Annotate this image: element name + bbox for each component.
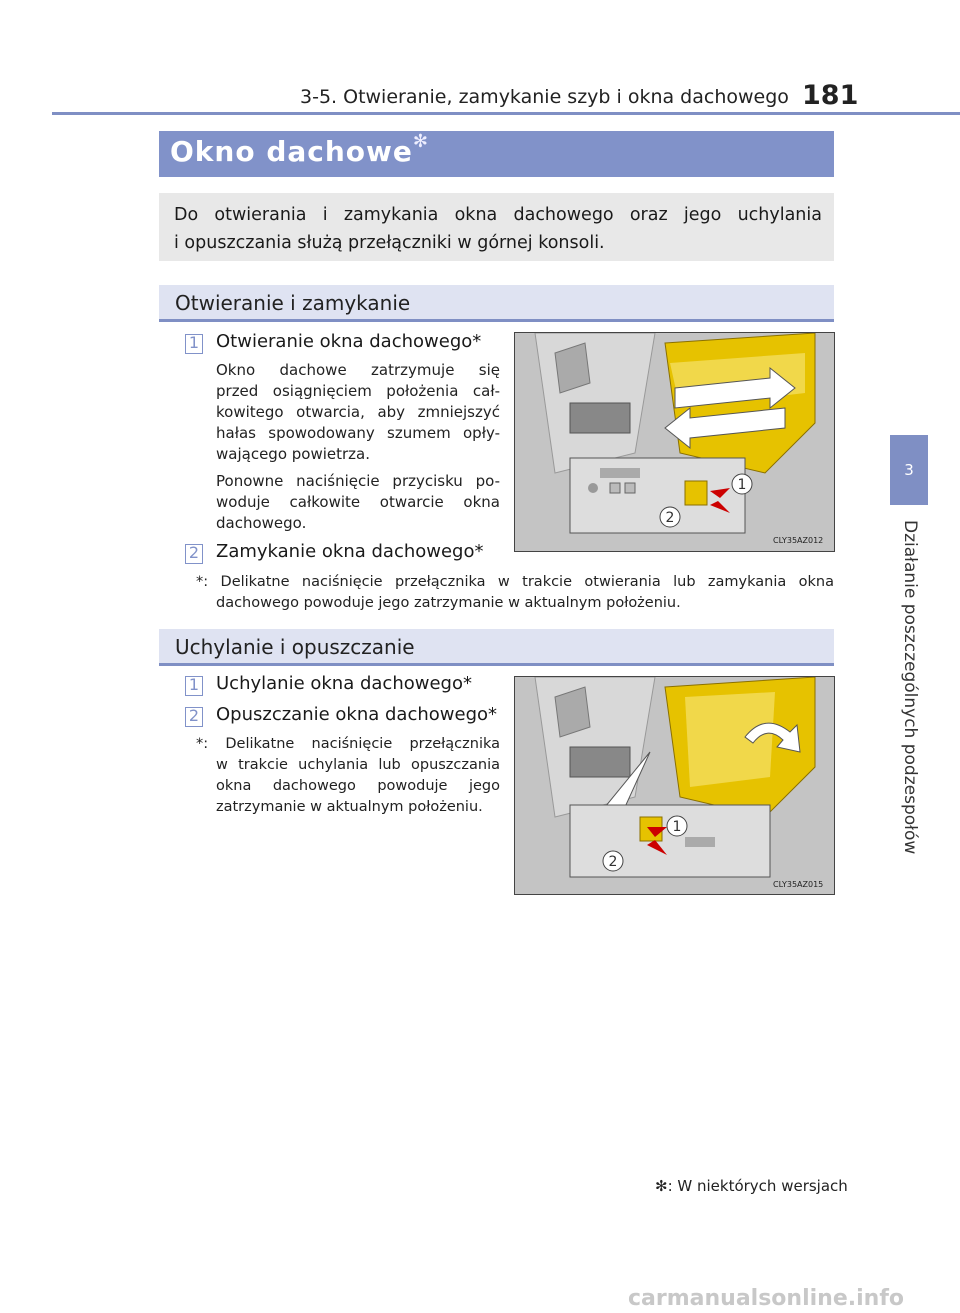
chapter-number: 3 bbox=[904, 461, 914, 479]
header-title: 3-5. Otwieranie, zamykanie szyb i okna dachowego bbox=[300, 86, 789, 108]
asterisk-icon: ✻ bbox=[412, 131, 429, 152]
text-line: zatrzymanie w aktualnym położeniu. bbox=[216, 799, 483, 815]
callout-2: 2 bbox=[608, 854, 618, 870]
text-line: Okno dachowe zatrzymuje się bbox=[216, 361, 500, 379]
item-number-1: 1 bbox=[185, 676, 203, 696]
text-line: dachowego powoduje jego zatrzymanie w aktualnym położeniu. bbox=[216, 595, 681, 611]
chapter-title: Działanie poszczególnych podzespołów bbox=[900, 520, 920, 855]
subsection-heading-open-close: Otwieranie i zamykanie bbox=[175, 291, 411, 315]
text-line: przed osiągnięciem położenia cał- bbox=[216, 382, 500, 400]
sunroof-console-illustration-tilt bbox=[515, 677, 834, 894]
intro-line-1: Do otwierania i zamykania okna dachowego oraz jego uchylania bbox=[174, 205, 822, 225]
item-number-2: 2 bbox=[185, 544, 203, 564]
item-label-close: Zamykanie okna dachowego* bbox=[216, 541, 484, 562]
text-line: *: Delikatne naciśnięcie przełącznika bbox=[196, 736, 500, 752]
item-label-tilt-up: Uchylanie okna dachowego* bbox=[216, 673, 472, 694]
item-number-2: 2 bbox=[185, 707, 203, 727]
item-number-1: 1 bbox=[185, 334, 203, 354]
text-line: kowitego otwarcia, aby zmniejszyć bbox=[216, 403, 500, 421]
page-number: 181 bbox=[802, 80, 859, 111]
section-title-text: Okno dachowe bbox=[170, 135, 413, 168]
text-line: dachowego. bbox=[216, 514, 307, 532]
tilt-note bbox=[196, 734, 500, 818]
text-line: w trakcie uchylania lub opuszczania bbox=[216, 757, 500, 773]
figure-tilt bbox=[514, 676, 835, 895]
text-line: hałas spowodowany szumem opły- bbox=[216, 424, 500, 442]
watermark: carmanualsonline.info bbox=[628, 1286, 904, 1311]
text-line: Ponowne naciśnięcie przycisku po- bbox=[216, 472, 500, 490]
text-line: wającego powietrza. bbox=[216, 445, 371, 463]
chapter-side-label bbox=[896, 520, 922, 855]
figure-code: CLY35AZ012 bbox=[773, 536, 824, 545]
open-close-note bbox=[196, 572, 834, 614]
item-label-open: Otwieranie okna dachowego* bbox=[216, 331, 482, 352]
chapter-tab bbox=[890, 435, 928, 505]
callout-2: 2 bbox=[665, 510, 675, 526]
open-paragraph-2 bbox=[216, 471, 500, 534]
subsection-heading-tilt: Uchylanie i opuszczanie bbox=[175, 635, 415, 659]
text-line: *: Delikatne naciśnięcie przełącznika w trakcie otwierania lub zamykania okna bbox=[196, 574, 834, 590]
figure-open-close bbox=[514, 332, 835, 552]
section-title bbox=[170, 131, 429, 168]
sunroof-console-illustration-open bbox=[515, 333, 834, 551]
footer-note: ✻: W niektórych wersjach bbox=[655, 1177, 848, 1195]
callout-1: 1 bbox=[737, 477, 747, 493]
figure-code: CLY35AZ015 bbox=[773, 880, 824, 889]
text-line: okna dachowego powoduje jego bbox=[216, 778, 500, 794]
open-paragraph-1 bbox=[216, 360, 500, 465]
callout-1: 1 bbox=[672, 819, 682, 835]
intro-line-2: i opuszczania służą przełączniki w górnej konsoli. bbox=[174, 233, 605, 253]
header-rule bbox=[52, 112, 960, 115]
item-label-tilt-down: Opuszczanie okna dachowego* bbox=[216, 704, 498, 725]
text-line: woduje całkowite otwarcie okna bbox=[216, 493, 500, 511]
